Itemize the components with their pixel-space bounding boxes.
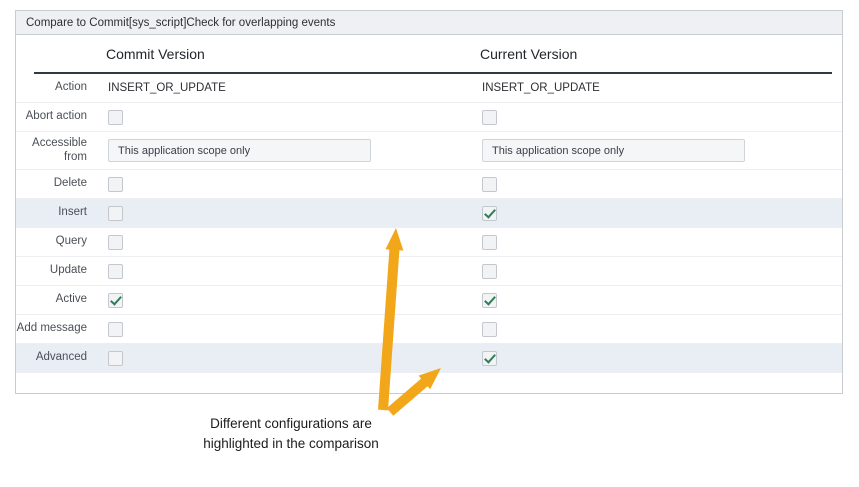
table-row — [16, 199, 842, 228]
cell-current — [470, 351, 844, 366]
cell-current — [470, 139, 844, 162]
table-row — [16, 286, 842, 315]
checkbox[interactable] — [108, 235, 123, 250]
row-label: Update — [49, 264, 87, 277]
checkbox[interactable] — [482, 110, 497, 125]
table-row — [16, 257, 842, 286]
cell-current — [470, 206, 844, 221]
column-header-row — [16, 35, 842, 72]
compare-panel — [15, 10, 843, 394]
checkbox[interactable] — [108, 110, 123, 125]
row-label: Advanced — [35, 351, 87, 364]
cell-commit — [96, 351, 470, 366]
scope-select[interactable]: This application scope only — [482, 139, 745, 162]
table-row — [16, 228, 842, 257]
cell-current — [470, 264, 844, 279]
checkbox[interactable] — [108, 177, 123, 192]
checkbox[interactable] — [482, 322, 497, 337]
cell-commit — [96, 206, 470, 221]
cell-commit — [96, 322, 470, 337]
checkbox[interactable] — [108, 264, 123, 279]
cell-commit — [96, 235, 470, 250]
annotation-text: Different configurations are highlighted in the comparison — [203, 416, 379, 451]
checkbox[interactable] — [108, 206, 123, 221]
panel-header — [16, 11, 842, 35]
column-header-current: Current Version — [480, 45, 578, 62]
table-row — [16, 103, 842, 132]
panel-title: Compare to Commit[sys_script]Check for overlapping events — [26, 16, 336, 29]
row-label: Query — [55, 235, 87, 248]
cell-commit — [96, 110, 470, 125]
scope-select[interactable]: This application scope only — [108, 139, 371, 162]
checkbox[interactable] — [108, 322, 123, 337]
row-label: Active — [55, 293, 87, 306]
table-row — [16, 170, 842, 199]
row-label: Accessible from — [32, 137, 87, 163]
cell-commit — [96, 293, 470, 308]
table-row — [16, 74, 842, 103]
comparison-table — [16, 74, 842, 373]
cell-current — [470, 177, 844, 192]
checkbox[interactable] — [482, 235, 497, 250]
cell-commit — [96, 264, 470, 279]
row-label: Delete — [53, 177, 87, 190]
table-row — [16, 344, 842, 373]
cell-current — [470, 293, 844, 308]
table-row — [16, 315, 842, 344]
checkbox[interactable] — [482, 351, 497, 366]
cell-commit — [96, 82, 470, 94]
cell-current — [470, 235, 844, 250]
checkbox[interactable] — [108, 293, 123, 308]
value-text: INSERT_OR_UPDATE — [108, 82, 226, 94]
checkbox[interactable] — [482, 264, 497, 279]
cell-current — [470, 110, 844, 125]
row-label: Add message — [16, 322, 87, 335]
checkbox[interactable] — [482, 206, 497, 221]
checkbox[interactable] — [482, 293, 497, 308]
cell-commit — [96, 139, 470, 162]
row-label: Abort action — [25, 110, 87, 123]
cell-current — [470, 322, 844, 337]
checkbox[interactable] — [108, 351, 123, 366]
cell-current — [470, 82, 844, 94]
row-label: Action — [55, 81, 87, 94]
column-header-commit: Commit Version — [106, 45, 205, 62]
value-text: INSERT_OR_UPDATE — [482, 82, 600, 94]
cell-commit — [96, 177, 470, 192]
table-row — [16, 132, 842, 170]
checkbox[interactable] — [482, 177, 497, 192]
row-label: Insert — [58, 206, 87, 219]
